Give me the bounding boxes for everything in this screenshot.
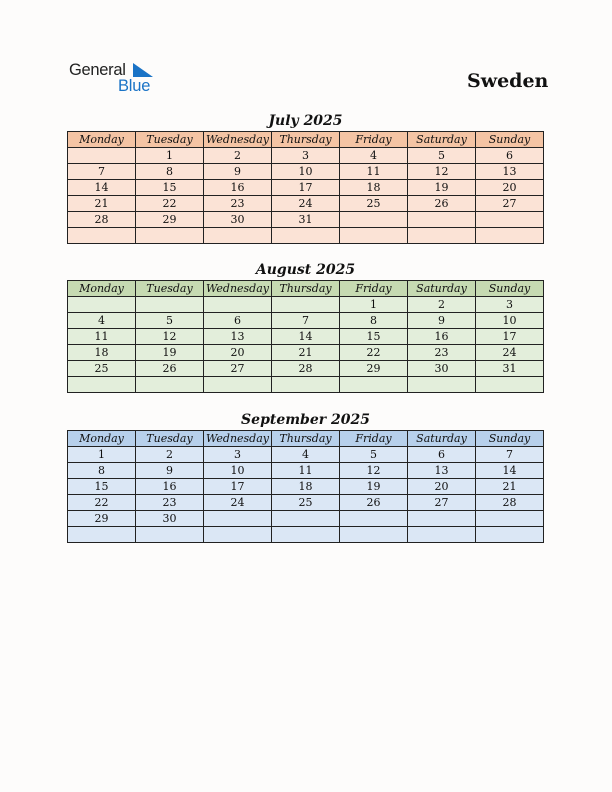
calendar-table [67, 131, 544, 244]
day-cell [408, 377, 476, 393]
country-title: Sweden [467, 70, 549, 92]
logo [69, 60, 159, 96]
day-cell: 10 [204, 463, 272, 479]
day-cell: 21 [272, 345, 340, 361]
day-cell: 7 [272, 313, 340, 329]
day-cell: 19 [136, 345, 204, 361]
weekday-header-row [68, 132, 544, 148]
logo-word-blue: Blue [118, 77, 151, 95]
day-cell: 13 [408, 463, 476, 479]
day-cell: 22 [68, 495, 136, 511]
week-row [68, 463, 544, 479]
day-cell [272, 228, 340, 244]
day-cell: 1 [340, 297, 408, 313]
day-cell [408, 212, 476, 228]
day-cell: 3 [204, 447, 272, 463]
week-row [68, 495, 544, 511]
month-july [67, 111, 544, 244]
day-cell [272, 297, 340, 313]
day-cell [68, 377, 136, 393]
day-cell: 2 [408, 297, 476, 313]
day-cell: 29 [340, 361, 408, 377]
day-cell: 24 [204, 495, 272, 511]
day-cell: 1 [136, 148, 204, 164]
weekday-header: Monday [68, 431, 136, 447]
day-cell [272, 511, 340, 527]
week-row [68, 297, 544, 313]
weekday-header: Monday [68, 281, 136, 297]
day-cell: 20 [408, 479, 476, 495]
day-cell: 13 [476, 164, 544, 180]
calendar-table [67, 430, 544, 543]
day-cell [68, 148, 136, 164]
day-cell [204, 228, 272, 244]
day-cell: 16 [204, 180, 272, 196]
day-cell: 9 [408, 313, 476, 329]
weekday-header-row [68, 431, 544, 447]
day-cell: 27 [204, 361, 272, 377]
day-cell: 17 [476, 329, 544, 345]
week-row [68, 377, 544, 393]
weekday-header: Tuesday [136, 431, 204, 447]
day-cell: 28 [68, 212, 136, 228]
day-cell: 2 [204, 148, 272, 164]
day-cell: 9 [204, 164, 272, 180]
day-cell: 3 [272, 148, 340, 164]
weekday-header: Sunday [476, 132, 544, 148]
day-cell [340, 377, 408, 393]
day-cell [476, 377, 544, 393]
day-cell [136, 228, 204, 244]
day-cell: 27 [476, 196, 544, 212]
weekday-header: Tuesday [136, 281, 204, 297]
day-cell [408, 527, 476, 543]
day-cell: 4 [272, 447, 340, 463]
day-cell: 30 [136, 511, 204, 527]
day-cell [340, 527, 408, 543]
logo-word-general: General [69, 61, 126, 79]
day-cell: 9 [136, 463, 204, 479]
day-cell: 28 [272, 361, 340, 377]
day-cell: 26 [136, 361, 204, 377]
weekday-header-row [68, 281, 544, 297]
day-cell: 14 [68, 180, 136, 196]
day-cell: 7 [68, 164, 136, 180]
day-cell: 26 [408, 196, 476, 212]
month-august [67, 260, 544, 393]
day-cell [204, 527, 272, 543]
month-title: September 2025 [241, 412, 370, 428]
day-cell [136, 377, 204, 393]
day-cell: 6 [476, 148, 544, 164]
day-cell [340, 511, 408, 527]
day-cell: 11 [340, 164, 408, 180]
day-cell: 6 [204, 313, 272, 329]
day-cell: 30 [204, 212, 272, 228]
day-cell: 18 [340, 180, 408, 196]
day-cell: 24 [272, 196, 340, 212]
weekday-header: Wednesday [204, 431, 272, 447]
weekday-header: Thursday [272, 281, 340, 297]
week-row [68, 511, 544, 527]
day-cell [136, 527, 204, 543]
day-cell: 28 [476, 495, 544, 511]
day-cell: 26 [340, 495, 408, 511]
weekday-header: Saturday [408, 132, 476, 148]
day-cell: 30 [408, 361, 476, 377]
day-cell [340, 212, 408, 228]
day-cell: 10 [476, 313, 544, 329]
day-cell [272, 377, 340, 393]
weekday-header: Friday [340, 281, 408, 297]
day-cell: 24 [476, 345, 544, 361]
day-cell: 12 [136, 329, 204, 345]
day-cell [204, 511, 272, 527]
day-cell: 8 [68, 463, 136, 479]
weekday-header: Saturday [408, 431, 476, 447]
day-cell [340, 228, 408, 244]
day-cell: 11 [68, 329, 136, 345]
weekday-header: Saturday [408, 281, 476, 297]
day-cell: 17 [272, 180, 340, 196]
day-cell [408, 511, 476, 527]
day-cell: 22 [136, 196, 204, 212]
day-cell: 4 [340, 148, 408, 164]
week-row [68, 228, 544, 244]
day-cell: 10 [272, 164, 340, 180]
day-cell: 16 [408, 329, 476, 345]
day-cell: 18 [68, 345, 136, 361]
day-cell: 27 [408, 495, 476, 511]
day-cell: 25 [272, 495, 340, 511]
day-cell: 16 [136, 479, 204, 495]
weekday-header: Monday [68, 132, 136, 148]
week-row [68, 164, 544, 180]
week-row [68, 345, 544, 361]
day-cell: 22 [340, 345, 408, 361]
day-cell: 21 [476, 479, 544, 495]
week-row [68, 447, 544, 463]
day-cell [68, 297, 136, 313]
day-cell: 25 [340, 196, 408, 212]
day-cell: 8 [340, 313, 408, 329]
week-row [68, 313, 544, 329]
day-cell: 19 [340, 479, 408, 495]
day-cell: 20 [476, 180, 544, 196]
day-cell: 12 [340, 463, 408, 479]
day-cell: 29 [136, 212, 204, 228]
day-cell: 11 [272, 463, 340, 479]
day-cell: 3 [476, 297, 544, 313]
day-cell [68, 228, 136, 244]
day-cell: 23 [204, 196, 272, 212]
weekday-header: Thursday [272, 132, 340, 148]
week-row [68, 361, 544, 377]
day-cell: 18 [272, 479, 340, 495]
day-cell: 5 [340, 447, 408, 463]
month-title: July 2025 [268, 113, 343, 129]
day-cell: 8 [136, 164, 204, 180]
day-cell: 14 [272, 329, 340, 345]
month-title: August 2025 [255, 262, 356, 278]
week-row [68, 479, 544, 495]
day-cell: 25 [68, 361, 136, 377]
day-cell: 6 [408, 447, 476, 463]
day-cell [204, 377, 272, 393]
calendar-table [67, 280, 544, 393]
day-cell [476, 527, 544, 543]
week-row [68, 329, 544, 345]
day-cell: 1 [68, 447, 136, 463]
day-cell [408, 228, 476, 244]
day-cell: 15 [136, 180, 204, 196]
day-cell: 20 [204, 345, 272, 361]
month-september [67, 410, 544, 543]
day-cell [476, 212, 544, 228]
week-row [68, 196, 544, 212]
weekday-header: Sunday [476, 431, 544, 447]
day-cell [68, 527, 136, 543]
day-cell: 7 [476, 447, 544, 463]
day-cell: 31 [272, 212, 340, 228]
day-cell: 15 [68, 479, 136, 495]
day-cell [136, 297, 204, 313]
day-cell [476, 228, 544, 244]
weekday-header: Tuesday [136, 132, 204, 148]
weekday-header: Wednesday [204, 281, 272, 297]
weekday-header: Friday [340, 431, 408, 447]
day-cell: 19 [408, 180, 476, 196]
day-cell [272, 527, 340, 543]
day-cell: 23 [136, 495, 204, 511]
day-cell: 17 [204, 479, 272, 495]
logo-triangle-icon [133, 63, 153, 77]
day-cell: 12 [408, 164, 476, 180]
weekday-header: Wednesday [204, 132, 272, 148]
day-cell: 23 [408, 345, 476, 361]
weekday-header: Thursday [272, 431, 340, 447]
weekday-header: Sunday [476, 281, 544, 297]
day-cell: 2 [136, 447, 204, 463]
day-cell: 15 [340, 329, 408, 345]
day-cell: 29 [68, 511, 136, 527]
day-cell: 5 [136, 313, 204, 329]
day-cell: 13 [204, 329, 272, 345]
day-cell: 4 [68, 313, 136, 329]
day-cell: 31 [476, 361, 544, 377]
week-row [68, 212, 544, 228]
day-cell [476, 511, 544, 527]
week-row [68, 180, 544, 196]
day-cell: 5 [408, 148, 476, 164]
week-row [68, 148, 544, 164]
week-row [68, 527, 544, 543]
day-cell [204, 297, 272, 313]
day-cell: 21 [68, 196, 136, 212]
weekday-header: Friday [340, 132, 408, 148]
day-cell: 14 [476, 463, 544, 479]
